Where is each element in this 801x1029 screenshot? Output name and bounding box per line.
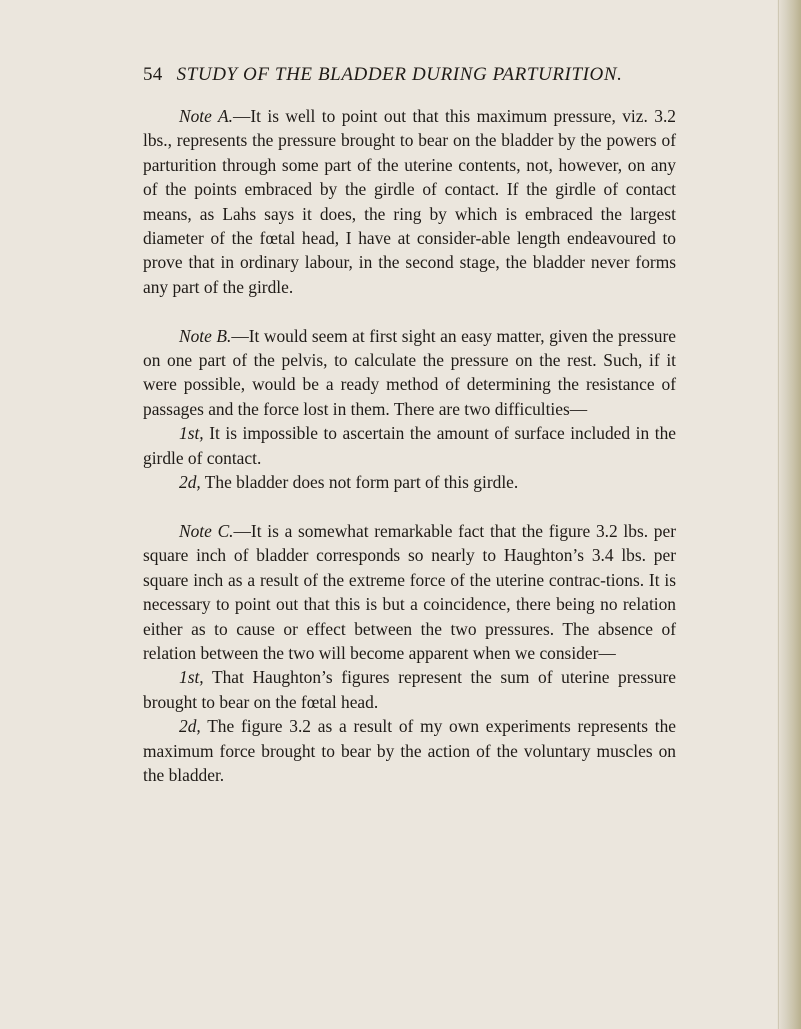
- note-c-paragraph: [143, 519, 676, 665]
- note-b-item-1-ordinal: 1st,: [179, 423, 204, 444]
- note-c-item-1-ordinal: 1st,: [179, 667, 204, 688]
- body-text: [143, 104, 676, 787]
- note-b-item-2-text: The bladder does not form part of this girdle.: [200, 472, 519, 493]
- note-c-text: —It is a somewhat remarkable fact that the figure 3.2 lbs. per square inch of bladder corresponds so nearly to Haughton’s 3.4 lbs. per square inch as a result of the extreme force of the uterine contrac-tions. It is necessary to point out that this is but a coincidence, there being no relation either as to cause or effect between the two pressures. The absence of relation between the two will become apparent when we consider—: [143, 520, 676, 663]
- note-b-item-2-ordinal: 2d,: [179, 472, 201, 493]
- note-b-item-2: [143, 470, 676, 494]
- note-a-label: Note A.: [179, 106, 233, 126]
- note-c-label: Note C.: [179, 520, 234, 541]
- note-a-paragraph: [143, 104, 676, 299]
- note-c-item-1: [143, 665, 676, 714]
- running-head: [143, 64, 703, 86]
- note-c-item-2-text: The figure 3.2 as a result of my own experiments represents the maximum force brought to bear by the action of the voluntary muscles on the bladder.: [143, 716, 676, 785]
- note-b-item-1: [143, 421, 676, 470]
- note-b-text: —It would seem at first sight an easy matter, given the pressure on one part of the pelvis, to calculate the pressure on the rest. Such, if it were possible, would be a ready method of determining the resistance of passages and the force lost in them. There are two difficulties—: [143, 325, 676, 419]
- note-c-item-2-ordinal: 2d,: [179, 716, 201, 737]
- page-number: 54: [143, 64, 163, 85]
- running-title: STUDY OF THE BLADDER DURING PARTURITION.: [176, 64, 623, 85]
- note-b-item-1-text: It is impossible to ascertain the amount of surface included in the girdle of contact.: [143, 423, 676, 468]
- note-b-paragraph: [143, 324, 676, 422]
- note-c-item-2: [143, 714, 676, 787]
- note-c-item-1-text: That Haughton’s figures represent the sum of uterine pressure brought to bear on the fœtal head.: [143, 667, 676, 712]
- note-b-label: Note B.: [179, 325, 232, 346]
- note-a-text: —It is well to point out that this maximum pressure, viz. 3.2 lbs., represents the pressure brought to bear on the bladder by the powers of parturition through some part of the uterine contents, not, however, on any of the points embraced by the girdle of contact. If the girdle of contact means, as Lahs says it does, the ring by which is embraced the largest diameter of the fœtal head, I have at consider-able length endeavoured to prove that in ordinary labour, in the second stage, the bladder never forms any part of the girdle.: [143, 106, 676, 297]
